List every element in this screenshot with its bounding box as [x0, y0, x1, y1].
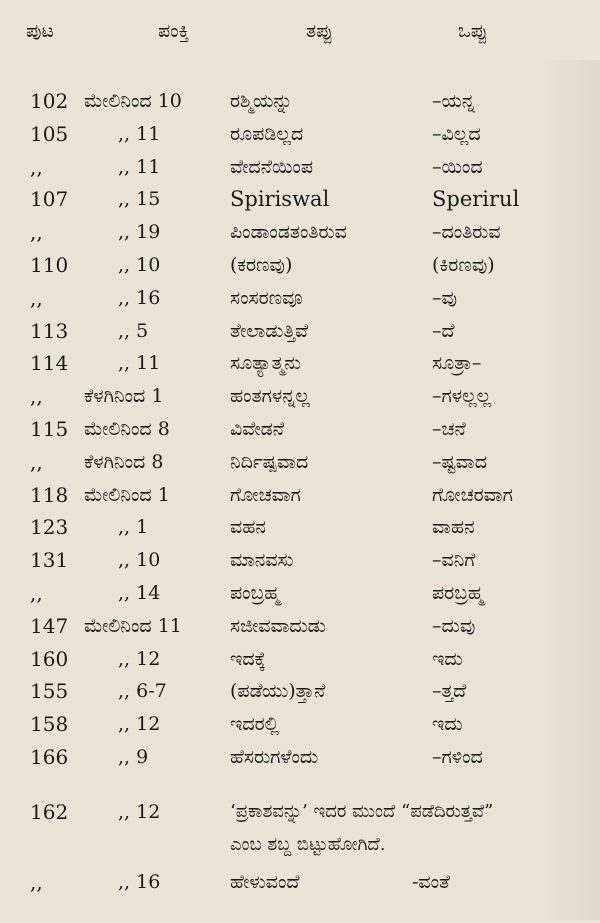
row-line: ,, 12 — [118, 713, 161, 736]
table-row — [0, 676, 600, 706]
row-page: 131 — [30, 548, 69, 573]
row-right: –ದಂತಿರುವ — [432, 221, 501, 244]
row-wrong: ಇದರಲ್ಲಿ — [230, 713, 280, 736]
row-line: ,, 9 — [118, 746, 149, 768]
row-wrong: ನಿರ್ದಿಷ್ಪವಾದ — [230, 450, 309, 473]
row-wrong: ಪಿಂಡಾಂಡತಂತಿರುವ — [230, 221, 347, 244]
row-line: ,, 19 — [118, 221, 161, 244]
header-line: ಪಂಕ್ತಿ — [158, 20, 190, 42]
row-page: 114 — [30, 351, 69, 376]
header-page: ಪುಟ — [26, 20, 54, 42]
row-page: ,, — [30, 154, 43, 179]
table-row — [0, 152, 600, 182]
table-row — [0, 86, 600, 116]
table-row — [0, 611, 600, 641]
table-row — [0, 250, 600, 280]
row-line: ಮೇಲಿನಿಂದ 8 — [84, 418, 170, 440]
row-page: ,, — [30, 449, 43, 474]
row-right: ಪರಬ್ರಹ್ಮ — [432, 582, 484, 604]
row-page: 110 — [30, 253, 69, 277]
row-page: ,, — [30, 220, 43, 245]
row-line: ಕೆಳಗಿನಿಂದ 8 — [84, 450, 164, 473]
row-line: ಕೆಳಗಿನಿಂದ 1 — [84, 385, 164, 408]
row-right: –ವು — [432, 286, 457, 309]
row-page: 105 — [30, 121, 69, 146]
row-right: (ಕಿರಣವು) — [432, 254, 495, 276]
row-right: –ವಿಲ್ಲದ — [432, 122, 481, 145]
row-wrong: ಸಜೀವವಾದುಡು — [230, 614, 326, 637]
row-wrong: ಸೂತ್ಯಾತ್ಮನು — [230, 352, 301, 375]
row-right: –ವನಿಗೆ — [432, 549, 476, 572]
row-page: 155 — [30, 679, 69, 704]
row-wrong: (ಪಡೆಯು)ತ್ತಾನೆ — [230, 680, 326, 703]
row-wrong: ರೂಪಡಿಲ್ಲದ — [230, 122, 304, 145]
row-page: 160 — [30, 646, 69, 671]
table-row — [0, 217, 600, 247]
row-page: 107 — [30, 187, 69, 212]
row-page: ,, — [30, 581, 43, 605]
row-line: ಮೇಲಿನಿಂದ 11 — [84, 614, 182, 637]
row-right: –ಗಳಲ್ಲಲ್ಲ — [432, 385, 492, 408]
row-page: 102 — [30, 89, 69, 113]
row-line: ,, 16 — [118, 871, 161, 893]
table-row — [0, 316, 600, 346]
row-wrong: ವಿವೇಡನೆ — [230, 418, 285, 440]
row-page: ,, — [30, 384, 43, 409]
row-wrong: ವಹನ — [230, 516, 266, 539]
row-line: ಮೇಲಿನಿಂದ 10 — [84, 90, 182, 112]
row-wrong: ಗೋಚವಾಗ — [230, 483, 301, 506]
table-row — [0, 381, 600, 411]
row-right: ಇದು — [432, 647, 463, 670]
row-right: –ಯನ್ನ — [432, 90, 475, 112]
row-line: ,, 6-7 — [118, 680, 167, 703]
row-page: 166 — [30, 745, 69, 769]
row-line: ,, 12 — [118, 801, 161, 823]
row-right: ಇದು — [432, 713, 463, 736]
row-right: –ಯಿಂದ — [432, 155, 483, 178]
row-right: ಸೂತ್ರಾ– — [432, 352, 482, 375]
row-line: ,, 16 — [118, 286, 161, 309]
table-row-last — [0, 867, 600, 897]
row-wrong: (ಕರಣವು) — [230, 254, 293, 276]
row-line: ,, 12 — [118, 647, 161, 670]
row-wrong: ಪಂಬ್ರಹ್ಮ — [230, 582, 281, 604]
table-row — [0, 119, 600, 149]
row-line: ,, 11 — [118, 122, 161, 145]
table-row — [0, 480, 600, 510]
table-row — [0, 414, 600, 444]
row-page: ,, — [30, 285, 43, 310]
row-line: ,, 10 — [118, 254, 161, 276]
row-line: ,, 10 — [118, 549, 161, 572]
row-line: ,, 14 — [118, 582, 161, 604]
table-row — [0, 184, 600, 214]
row-page: 147 — [30, 613, 69, 638]
row-right: –ತ್ತದೆ — [432, 680, 467, 703]
row-wrong: ತೇಲಾಡುತ್ತಿವೆ — [230, 319, 309, 342]
row-page: 118 — [30, 482, 69, 507]
row-line: ,, 11 — [118, 155, 161, 178]
row-right: -ವಂತೆ — [412, 871, 450, 893]
row-wrong: Spiriswal — [230, 187, 330, 212]
table-row — [0, 447, 600, 477]
row-wrong: ವೇದನೆಯಿಂಪ — [230, 155, 314, 178]
row-line: ,, 1 — [118, 516, 149, 539]
table-row — [0, 644, 600, 674]
row-page: ,, — [30, 870, 43, 894]
header-right: ಒಪ್ಪು — [458, 20, 488, 42]
table-row — [0, 512, 600, 542]
row-right: –ದುವು — [432, 614, 476, 637]
table-row — [0, 283, 600, 313]
table-row — [0, 348, 600, 378]
table-row — [0, 742, 600, 772]
row-right: Sperirul — [432, 187, 520, 212]
row-line: ,, 15 — [118, 188, 161, 211]
row-right: –ಷ್ಟವಾದ — [432, 450, 487, 473]
note-line-2: ಎಂಬ ಶಬ್ದ ಬಿಟ್ಟುಹೋಗಿದೆ. — [230, 834, 386, 855]
row-line: ಮೇಲಿನಿಂದ 1 — [84, 483, 170, 506]
table-row — [0, 545, 600, 575]
row-wrong: ಸಂಸರಣವೂ — [230, 286, 303, 309]
row-wrong: ಹೆಸರುಗಳೆಂದು — [230, 746, 319, 768]
row-wrong: ಮಾನವಸು — [230, 549, 294, 572]
table-row — [0, 578, 600, 608]
row-right: ಗೋಚರವಾಗ — [432, 483, 513, 506]
row-wrong: ಹೇಳುವಂದೆ — [230, 871, 300, 893]
row-page: 113 — [30, 318, 69, 343]
row-right: –ದೆ — [432, 319, 455, 342]
row-line: ,, 11 — [118, 352, 161, 375]
row-wrong: ರಶ್ಮಿಯನ್ನು — [230, 90, 293, 112]
row-right: –ಗಳಿಂದ — [432, 746, 483, 768]
row-page: 162 — [30, 800, 69, 824]
note-line-1: ‘ಪ್ರಕಾಶವನ್ನು’ ಇದರ ಮುಂದೆ “ಪಡೆದಿರುತ್ತವೆ” — [230, 801, 494, 822]
row-right: –ಚನೆ — [432, 418, 466, 440]
table-row-162 — [0, 797, 600, 827]
row-page: 115 — [30, 417, 69, 441]
row-right: ವಾಹನ — [432, 516, 475, 539]
row-wrong: ಹಂತಗಳನ್ನಲ್ಲ — [230, 385, 310, 408]
row-page: 158 — [30, 712, 69, 737]
row-page: 123 — [30, 515, 69, 540]
row-line: ,, 5 — [118, 319, 149, 342]
table-row — [0, 709, 600, 739]
header-wrong: ತಪ್ಪು — [306, 20, 333, 42]
row-wrong: ಇದಕ್ಕೆ — [230, 647, 266, 670]
